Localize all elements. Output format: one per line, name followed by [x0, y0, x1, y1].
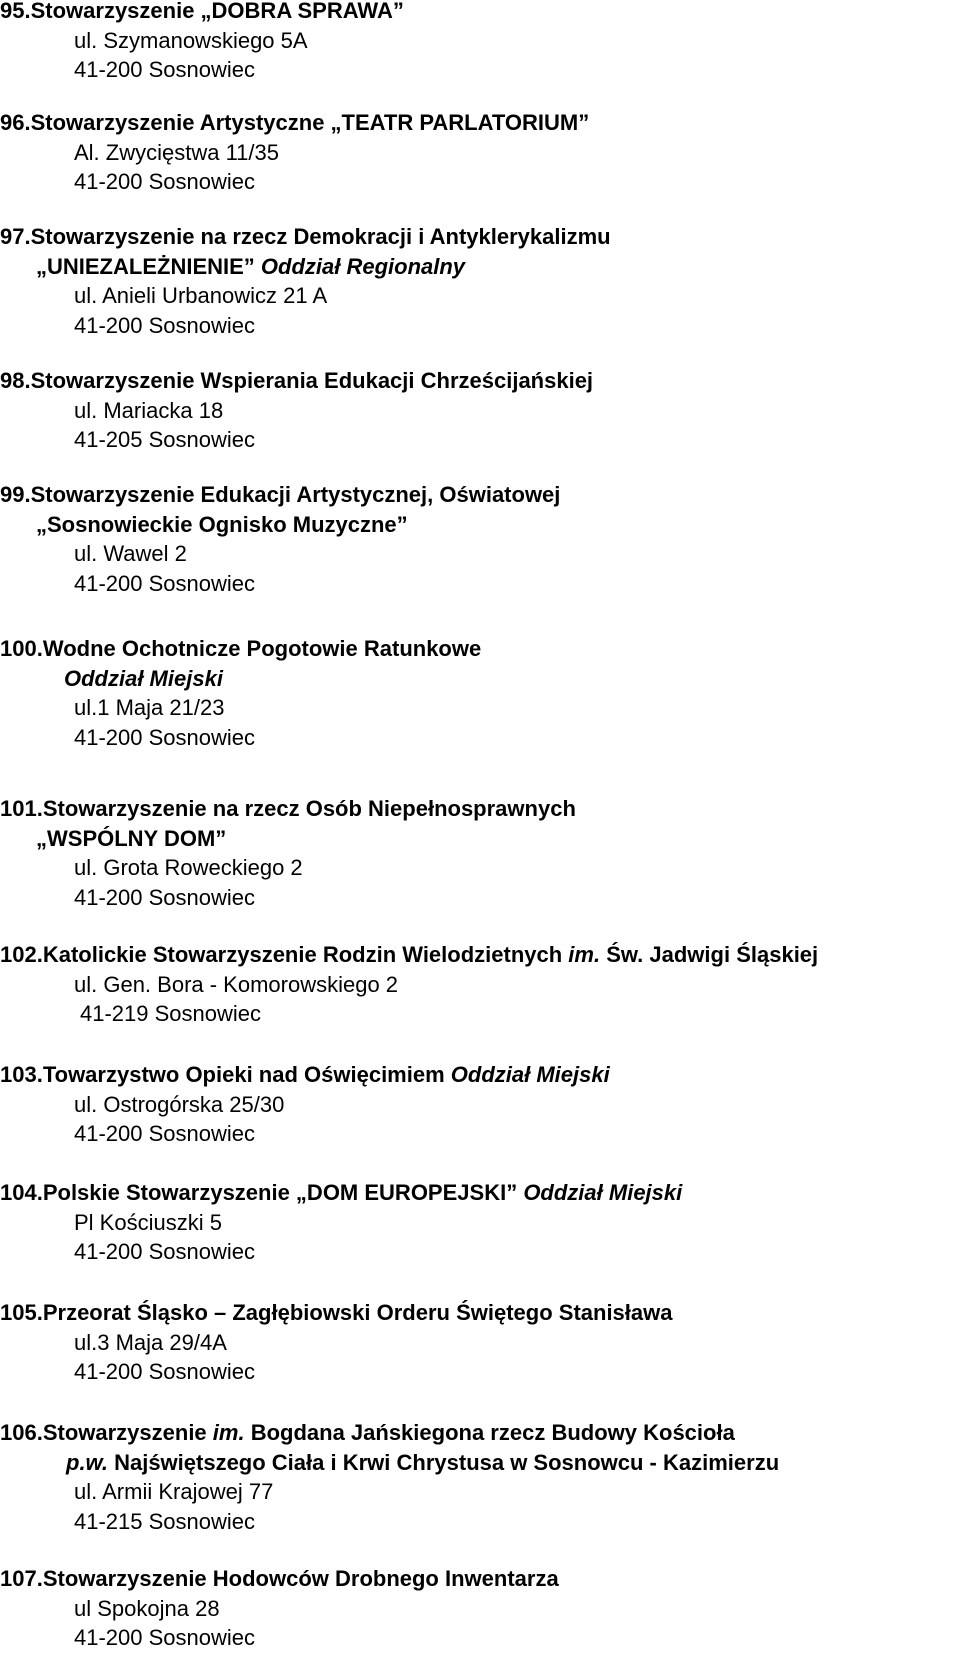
entry-city: 41-219 Sosnowiec	[80, 1001, 262, 1027]
list-item	[0, 222, 960, 340]
entry-title-line	[0, 222, 960, 252]
entry-number: 107.	[0, 1566, 43, 1591]
entry-title-line	[0, 0, 960, 26]
entry-city: 41-200 Sosnowiec	[74, 724, 256, 750]
entry-title-tail: Św. Jadwigi Śląskiej	[600, 942, 819, 967]
entry-title-italic: im.	[212, 1420, 245, 1445]
entry-title-line-2	[0, 1448, 960, 1478]
entry-street: ul. Gen. Bora - Komorowskiego 2	[74, 971, 399, 997]
entry-city: 41-200 Sosnowiec	[74, 57, 256, 83]
entry-number: 104.	[0, 1180, 43, 1205]
entry-street: ul. Armii Krajowej 77	[74, 1479, 274, 1505]
list-item	[0, 794, 960, 912]
entry-street: ul. Anieli Urbanowicz 21 A	[74, 283, 328, 309]
entry-number: 105.	[0, 1300, 43, 1325]
list-item	[0, 940, 960, 1029]
entry-subtitle: „UNIEZALEŻNIENIE”	[36, 253, 255, 279]
entry-title-line-2	[0, 664, 960, 694]
entry-title: Stowarzyszenie Wspierania Edukacji Chrześcijańskiej	[30, 368, 594, 393]
list-item	[0, 634, 960, 752]
entry-title-italic: im.	[568, 942, 601, 967]
entry-title-line	[0, 634, 960, 664]
list-item	[0, 1564, 960, 1653]
entry-number: 95.	[0, 0, 31, 23]
entry-title-line-2	[0, 252, 960, 282]
list-item	[0, 1298, 960, 1387]
entry-street: ul. Szymanowskiego 5A	[74, 27, 308, 53]
entry-street: Al. Zwycięstwa 11/35	[74, 139, 280, 165]
entry-title-line	[0, 1060, 960, 1090]
list-item	[0, 366, 960, 455]
entry-title-line	[0, 108, 960, 138]
entry-subtitle: „Sosnowieckie Ognisko Muzyczne”	[36, 511, 408, 537]
entry-street: ul.1 Maja 21/23	[74, 695, 225, 721]
entry-title: Przeorat Śląsko – Zagłębiowski Orderu Świętego Stanisława	[42, 1300, 673, 1325]
entry-title: Wodne Ochotnicze Pogotowie Ratunkowe	[42, 636, 482, 661]
entry-number: 101.	[0, 796, 43, 821]
entry-number: 97.	[0, 224, 31, 249]
list-item	[0, 480, 960, 598]
entry-city: 41-200 Sosnowiec	[74, 312, 256, 338]
entry-branch: Oddział Miejski	[523, 1180, 683, 1205]
entry-title-line-2	[0, 510, 960, 540]
entry-title: Polskie Stowarzyszenie „DOM EUROPEJSKI”	[42, 1180, 524, 1205]
entry-number: 98.	[0, 368, 31, 393]
entry-title: Katolickie Stowarzyszenie Rodzin Wielodzietnych	[42, 942, 569, 967]
list-item	[0, 108, 960, 197]
entry-number: 106.	[0, 1420, 43, 1445]
entry-number: 99.	[0, 482, 31, 507]
entry-street: ul.3 Maja 29/4A	[74, 1329, 227, 1355]
entry-title-line	[0, 480, 960, 510]
entry-street: ul. Wawel 2	[74, 541, 187, 567]
entry-subtitle: Najświętszego Ciała i Krwi Chrystusa w Sosnowcu - Kazimierzu	[107, 1449, 780, 1475]
list-item	[0, 0, 960, 85]
list-item	[0, 1418, 960, 1536]
entry-city: 41-200 Sosnowiec	[74, 1121, 256, 1147]
entry-street: ul. Ostrogórska 25/30	[74, 1091, 285, 1117]
entry-city: 41-215 Sosnowiec	[74, 1508, 256, 1534]
entry-number: 103.	[0, 1062, 43, 1087]
entry-title-line	[0, 1418, 960, 1448]
entry-street: ul. Grota Roweckiego 2	[74, 855, 303, 881]
entry-branch: Oddział Regionalny	[254, 253, 466, 279]
entry-number: 96.	[0, 110, 31, 135]
entry-city: 41-200 Sosnowiec	[74, 169, 256, 195]
entry-branch: Oddział Miejski	[450, 1062, 610, 1087]
entry-street: ul. Mariacka 18	[74, 397, 224, 423]
entry-title-italic-2: p.w.	[66, 1449, 108, 1475]
list-item	[0, 1060, 960, 1149]
entry-city: 41-200 Sosnowiec	[74, 1625, 256, 1651]
entry-number: 102.	[0, 942, 43, 967]
entry-title: Stowarzyszenie „DOBRA SPRAWA”	[30, 0, 404, 23]
entry-title-line	[0, 794, 960, 824]
entry-title: Towarzystwo Opieki nad Oświęcimiem	[42, 1062, 451, 1087]
entry-number: 100.	[0, 636, 43, 661]
entry-title: Stowarzyszenie na rzecz Osób Niepełnosprawnych	[42, 796, 576, 821]
entry-branch: Oddział Miejski	[64, 665, 223, 691]
entry-title: Stowarzyszenie Artystyczne „TEATR PARLATORIUM”	[30, 110, 590, 135]
entry-title-line	[0, 1298, 960, 1328]
entry-title-line-2	[0, 824, 960, 854]
entry-title-line	[0, 1178, 960, 1208]
entry-title: Stowarzyszenie na rzecz Demokracji i Antyklerykalizmu	[30, 224, 611, 249]
entry-title-line	[0, 1564, 960, 1594]
entry-title-line	[0, 366, 960, 396]
entry-subtitle: „WSPÓLNY DOM”	[36, 825, 227, 851]
entry-title-line	[0, 940, 960, 970]
entry-street: Pl Kościuszki 5	[74, 1209, 222, 1235]
entry-city: 41-205 Sosnowiec	[74, 427, 256, 453]
entry-city: 41-200 Sosnowiec	[74, 1359, 256, 1385]
entry-title: Stowarzyszenie Hodowców Drobnego Inwentarza	[42, 1566, 559, 1591]
entry-title-tail: Bogdana Jańskiegona rzecz Budowy Kościoła	[244, 1420, 735, 1445]
entry-city: 41-200 Sosnowiec	[74, 1239, 256, 1265]
entry-title: Stowarzyszenie Edukacji Artystycznej, Oświatowej	[30, 482, 561, 507]
list-item	[0, 1178, 960, 1267]
entry-street: ul Spokojna 28	[74, 1595, 220, 1621]
entry-city: 41-200 Sosnowiec	[74, 884, 256, 910]
entry-title: Stowarzyszenie	[42, 1420, 213, 1445]
entry-city: 41-200 Sosnowiec	[74, 570, 256, 596]
